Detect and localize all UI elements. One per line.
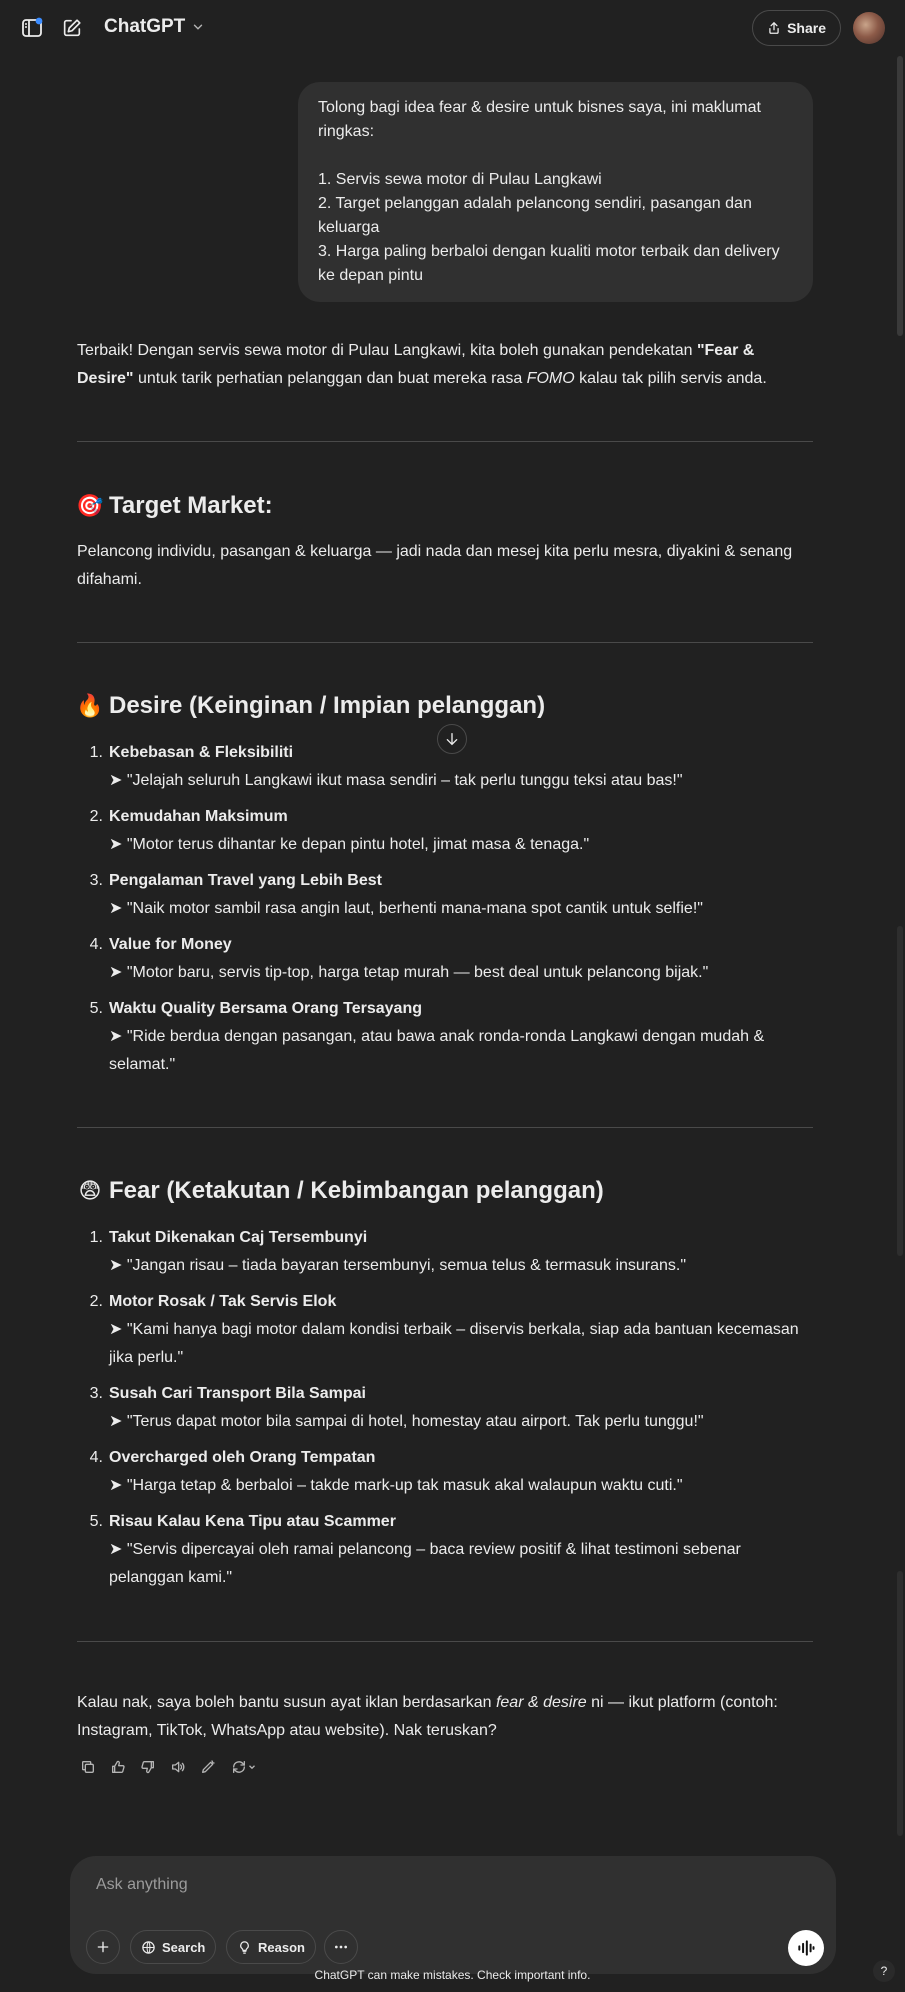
list-item bbox=[77, 1288, 813, 1372]
intro-text: Terbaik! Dengan servis sewa motor di Pulau Langkawi, kita boleh gunakan pendekatan bbox=[77, 342, 697, 359]
divider bbox=[77, 1641, 813, 1642]
more-tools-button[interactable] bbox=[324, 1930, 358, 1964]
list-quote: ➤ "Jelajah seluruh Langkawi ikut masa sendiri – tak perlu tunggu teksi atau bas!" bbox=[109, 772, 683, 789]
user-message-item: 1. Servis sewa motor di Pulau Langkawi bbox=[318, 171, 602, 188]
list-title: Risau Kalau Kena Tipu atau Scammer bbox=[109, 1513, 396, 1530]
list-title: Motor Rosak / Tak Servis Elok bbox=[109, 1293, 337, 1310]
list-quote: ➤ "Motor terus dihantar ke depan pintu hotel, jimat masa & tenaga." bbox=[109, 836, 590, 853]
read-aloud-button[interactable] bbox=[167, 1756, 189, 1778]
regenerate-button[interactable] bbox=[227, 1756, 261, 1778]
thumbs-up-icon bbox=[110, 1759, 126, 1775]
avatar[interactable] bbox=[853, 12, 885, 44]
arrow-down-icon bbox=[444, 731, 460, 747]
list-title: Kemudahan Maksimum bbox=[109, 808, 288, 825]
list-number: 4. bbox=[89, 1449, 103, 1466]
divider bbox=[77, 1127, 813, 1128]
list-number: 2. bbox=[89, 808, 103, 825]
heading-text: Target Market: bbox=[109, 492, 273, 519]
message-actions bbox=[77, 1756, 261, 1778]
more-icon bbox=[333, 1939, 349, 1955]
fearful-face-icon: 😨 bbox=[78, 1178, 102, 1203]
list-number: 3. bbox=[89, 1385, 103, 1402]
reason-button[interactable] bbox=[226, 1930, 316, 1964]
help-button[interactable]: ? bbox=[873, 1960, 895, 1982]
intro-text: untuk tarik perhatian pelanggan dan buat mereka rasa bbox=[133, 370, 527, 387]
chevron-down-icon bbox=[191, 20, 205, 34]
section-heading-desire bbox=[77, 690, 545, 722]
share-icon bbox=[767, 21, 781, 35]
intro-text: kalau tak pilih servis anda. bbox=[574, 370, 767, 387]
target-text bbox=[77, 538, 813, 594]
disclaimer: ChatGPT can make mistakes. Check important info. bbox=[314, 1968, 591, 1982]
user-message-item: 2. Target pelanggan adalah pelancong sendiri, pasangan dan keluarga bbox=[318, 195, 752, 236]
search-button[interactable] bbox=[130, 1930, 216, 1964]
list-quote: ➤ "Naik motor sambil rasa angin laut, berhenti mana-mana spot cantik untuk selfie!" bbox=[109, 900, 703, 917]
assistant-intro bbox=[77, 337, 813, 393]
list-quote: ➤ "Motor baru, servis tip-top, harga tetap murah — best deal untuk pelancong bijak." bbox=[109, 964, 709, 981]
desire-list bbox=[77, 739, 813, 1087]
fear-list bbox=[77, 1224, 813, 1600]
read-aloud-icon bbox=[170, 1759, 186, 1775]
list-item bbox=[77, 803, 813, 859]
list-quote: ➤ "Terus dapat motor bila sampai di hotel, homestay atau airport. Tak perlu tunggu!" bbox=[109, 1413, 704, 1430]
composer bbox=[70, 1856, 836, 1974]
fire-icon: 🔥 bbox=[76, 693, 104, 718]
attach-button[interactable] bbox=[86, 1930, 120, 1964]
outro-italic: fear & desire bbox=[495, 1694, 587, 1711]
plus-icon bbox=[95, 1939, 111, 1955]
top-bar bbox=[0, 0, 905, 56]
list-item bbox=[77, 1380, 813, 1436]
list-quote: ➤ "Ride berdua dengan pasangan, atau bawa anak ronda-ronda Langkawi dengan mudah & selamat." bbox=[109, 1028, 765, 1073]
list-quote: ➤ "Kami hanya bagi motor dalam kondisi terbaik – diservis berkala, siap ada bantuan kecemasan jika perlu." bbox=[109, 1321, 799, 1366]
search-label: Search bbox=[162, 1939, 206, 1955]
reason-label: Reason bbox=[258, 1939, 305, 1955]
outro-text: Kalau nak, saya boleh bantu susun ayat iklan berdasarkan bbox=[77, 1694, 496, 1711]
prompt-input[interactable]: Ask anything bbox=[96, 1876, 188, 1893]
list-title: Overcharged oleh Orang Tempatan bbox=[109, 1449, 376, 1466]
paragraph: Pelancong individu, pasangan & keluarga — jadi nada dan mesej kita perlu mesra, diyakini & senang difahami. bbox=[77, 543, 793, 588]
globe-icon bbox=[141, 1940, 156, 1955]
chevron-down-icon bbox=[247, 1762, 257, 1772]
share-button[interactable] bbox=[752, 10, 841, 46]
scroll-to-bottom-button[interactable] bbox=[437, 724, 467, 754]
model-selector[interactable] bbox=[104, 16, 205, 38]
list-item bbox=[77, 1444, 813, 1500]
page-title: ChatGPT bbox=[104, 16, 186, 37]
list-title: Susah Cari Transport Bila Sampai bbox=[109, 1385, 366, 1402]
list-number: 4. bbox=[89, 936, 103, 953]
user-message-item: 3. Harga paling berbaloi dengan kualiti motor terbaik dan delivery ke depan pintu bbox=[318, 243, 780, 284]
target-icon: 🎯 bbox=[76, 493, 104, 518]
list-title: Waktu Quality Bersama Orang Tersayang bbox=[109, 1000, 422, 1017]
heading-text: Fear (Ketakutan / Kebimbangan pelanggan) bbox=[109, 1177, 604, 1204]
list-item bbox=[77, 867, 813, 923]
list-title: Value for Money bbox=[109, 936, 232, 953]
lightbulb-icon bbox=[237, 1940, 252, 1955]
list-quote: ➤ "Servis dipercayai oleh ramai pelancong – baca review positif & lihat testimoni sebenar pelanggan kami." bbox=[109, 1541, 741, 1586]
divider bbox=[77, 642, 813, 643]
list-item bbox=[77, 1508, 813, 1592]
heading-text: Desire (Keinginan / Impian pelanggan) bbox=[109, 692, 546, 719]
new-chat-icon bbox=[61, 17, 83, 39]
scrollbar[interactable] bbox=[897, 56, 903, 1836]
sidebar-toggle-button[interactable] bbox=[14, 10, 50, 46]
good-response-button[interactable] bbox=[107, 1756, 129, 1778]
scroll-thumb-bottom bbox=[897, 1571, 903, 1836]
edit-in-canvas-button[interactable] bbox=[197, 1756, 219, 1778]
list-number: 5. bbox=[89, 1513, 103, 1530]
list-number: 5. bbox=[89, 1000, 103, 1017]
scroll-thumb-lower bbox=[897, 926, 903, 1256]
intro-bold: "Fear & Desire" bbox=[77, 342, 755, 387]
sidebar-icon bbox=[20, 16, 44, 40]
list-number: 3. bbox=[89, 872, 103, 889]
share-label: Share bbox=[787, 20, 826, 36]
assistant-outro bbox=[77, 1689, 813, 1745]
section-heading-target bbox=[77, 490, 273, 522]
list-number: 1. bbox=[89, 1229, 103, 1246]
list-quote: ➤ "Jangan risau – tiada bayaran tersembunyi, semua telus & termasuk insurans." bbox=[109, 1257, 687, 1274]
list-quote: ➤ "Harga tetap & berbaloi – takde mark-up tak masuk akal walaupun waktu cuti." bbox=[109, 1477, 683, 1494]
list-item bbox=[77, 995, 813, 1079]
user-message bbox=[298, 82, 813, 302]
divider bbox=[77, 441, 813, 442]
scroll-thumb[interactable] bbox=[897, 56, 903, 336]
section-heading-fear bbox=[77, 1175, 604, 1207]
list-item bbox=[77, 1224, 813, 1280]
list-title: Pengalaman Travel yang Lebih Best bbox=[109, 872, 382, 889]
list-title: Kebebasan & Fleksibiliti bbox=[109, 744, 294, 761]
list-number: 1. bbox=[89, 744, 103, 761]
copy-button[interactable] bbox=[77, 1756, 99, 1778]
voice-waveform-icon bbox=[796, 1938, 816, 1958]
copy-icon bbox=[80, 1759, 96, 1775]
outro-text: ni — ikut platform (contoh: Instagram, TikTok, WhatsApp atau website). Nak teruskan? bbox=[77, 1694, 778, 1739]
user-message-text: Tolong bagi idea fear & desire untuk bisnes saya, ini maklumat ringkas: bbox=[318, 99, 761, 140]
list-item bbox=[77, 931, 813, 987]
new-chat-button[interactable] bbox=[54, 10, 90, 46]
list-number: 2. bbox=[89, 1293, 103, 1310]
bad-response-button[interactable] bbox=[137, 1756, 159, 1778]
edit-icon bbox=[200, 1759, 216, 1775]
intro-italic: FOMO bbox=[526, 370, 575, 387]
voice-mode-button[interactable] bbox=[788, 1930, 824, 1966]
list-title: Takut Dikenakan Caj Tersembunyi bbox=[109, 1229, 368, 1246]
thumbs-down-icon bbox=[140, 1759, 156, 1775]
regenerate-icon bbox=[231, 1759, 247, 1775]
